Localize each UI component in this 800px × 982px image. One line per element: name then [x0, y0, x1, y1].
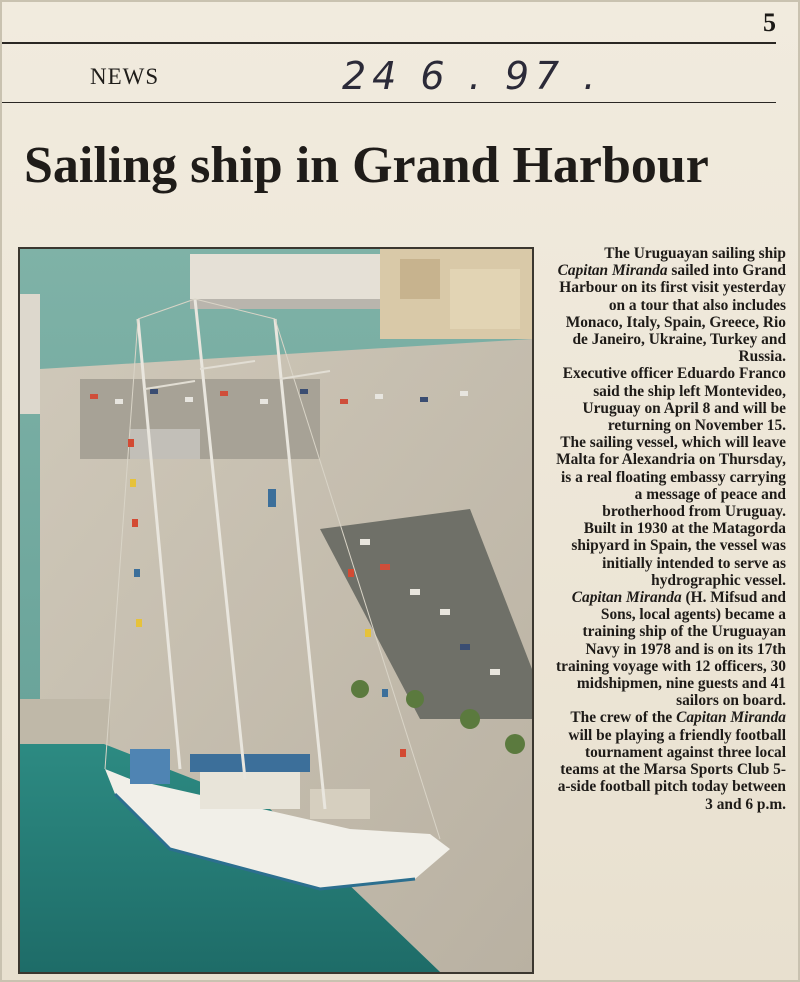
ship-name: Capitan Miranda [571, 589, 682, 607]
top-rule [2, 42, 776, 44]
harbour-photo [18, 247, 534, 974]
article-body [550, 245, 786, 813]
page-number: 5 [763, 8, 776, 37]
ship-name: Capitan Miranda [557, 262, 668, 280]
ferry [190, 254, 380, 302]
article-paragraph: Built in 1930 at the Matagorda shipyard in Spain, the vessel was initially intended to serve as hydrographic vessel. [571, 520, 786, 589]
photo-illustration [20, 249, 532, 972]
article-paragraph: The crew of the Capitan Miranda will be playing a friendly football tournament against three local teams at the Marsa Sports Club 5-a-side football pitch today between 3 and 6 p.m. [557, 709, 786, 813]
section-rule [2, 102, 776, 103]
handwritten-date: 24 6 . 97 . [342, 54, 602, 98]
article-paragraph: The Uruguayan sailing ship Capitan Miranda sailed into Grand Harbour on its first visit yesterday on a tour that also includes Monaco, Italy, Spain, Greece, Rio de Janeiro, Ukraine, Turkey and Russia. [557, 245, 786, 366]
article-paragraph: Executive officer Eduardo Franco said the ship left Montevideo, Uruguay on April 8 and will be returning on November 15. [562, 365, 786, 435]
left-ship [20, 294, 40, 414]
article-paragraph: The sailing vessel, which will leave Malta for Alexandria on Thursday, is a real floating embassy carrying a message of peace and brotherhood from Uruguay. [556, 434, 786, 521]
masthead-flag [268, 489, 276, 507]
deckhouse [200, 769, 300, 809]
newspaper-clipping [2, 2, 798, 980]
headline: Sailing ship in Grand Harbour [24, 137, 709, 194]
article-paragraph: Capitan Miranda (H. Mifsud and Sons, local agents) became a training ship of the Uruguayan Navy in 1978 and is on its 17th training voyage with 12 officers, 30 midshipmen, nine guests and 41 sailors on board. [556, 589, 786, 710]
quay-corner [20, 699, 110, 744]
ship-name: Capitan Miranda [676, 709, 786, 727]
stern-flag [130, 749, 170, 784]
section-label: NEWS [90, 64, 160, 89]
